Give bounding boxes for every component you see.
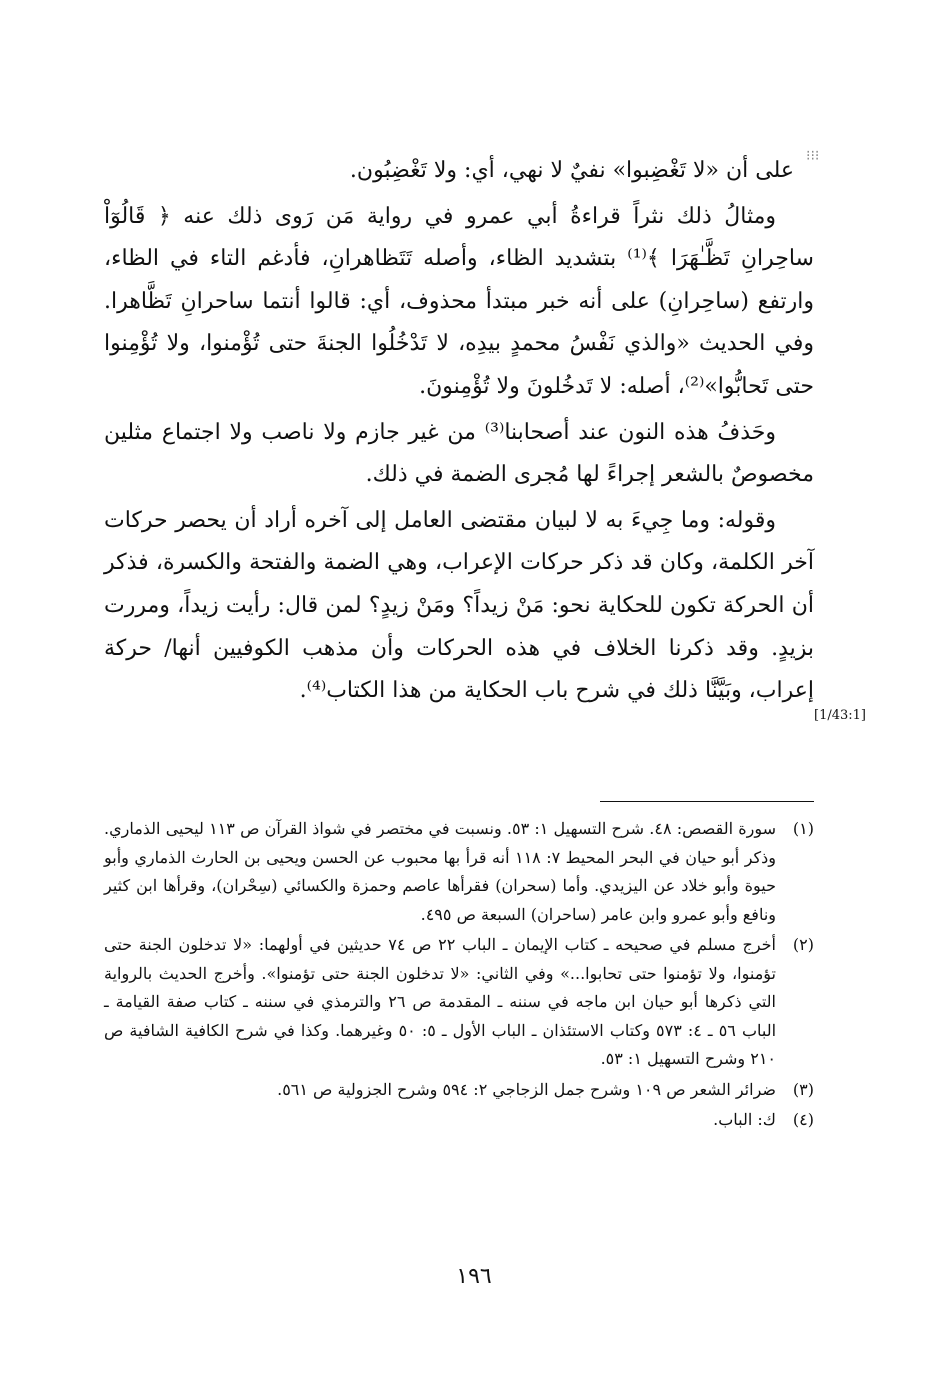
footnote-number: (٢): [792, 935, 814, 954]
footnotes: [104, 815, 814, 1137]
main-text: [104, 150, 814, 713]
footnote-text: أخرج مسلم في صحيحه ـ كتاب الإيمان ـ الباب ٢٢ ص ٧٤ حديثين في أولهما: «لا تدخلون الجنة حتى تؤمنوا، ولا تؤمنوا حتى تحابوا...» وفي الثاني: «لا تدخلون الجنة حتى تؤمنوا». وأخرج الحديث بالرواية التي ذكرها أبو حيان ابن ماجه في سننه ـ المقدمة ص ٢٦ والترمذي في سننه ـ كتاب صفة القيامة ـ الباب ٥٦ ـ ٤: ٥٧٣ وكتاب الاستئذان ـ الباب الأول ـ ٥: ٥٠ وغيرهما. وكذا في شرح الكافية الشافية ص ٢١٠ وشرح التسهيل ١: ٥٣.: [104, 935, 777, 1068]
footnote: [104, 931, 814, 1074]
page-number: ١٩٦: [456, 1264, 492, 1289]
footnote-text: ضرائر الشعر ص ١٠٩ وشرح جمل الزجاجي ٢: ٥٩٤ وشرح الجزولية ص ٥٦١.: [277, 1079, 776, 1099]
paragraph: على أن «لا تَغْضِبوا» نفيٌ لا نهي، أي: ولا تَغْضِبُون.: [349, 158, 794, 183]
footnote-text: ك: الباب.: [713, 1110, 776, 1129]
footnote-divider: [600, 801, 814, 802]
footnote: [104, 1076, 814, 1105]
paragraph: ومثالُ ذلك نثراً قراءةُ أبي عمرو في رواية مَن رَوى ذلك عنه ﴿ قَالُوٓاْ ساحِرانِ تَظَّـٰهَرَا ﴾⁽¹⁾ بتشديد الظاء، وأصله تَتَظاهرانِ، فأدغم التاء في الظاء، وارتفع (ساحِرانِ) على أنه خبر مبتدأ محذوف، أي: قالوا أنتما ساحرانِ تَظَّاهرا. وفي الحديث «والذي نَفْسُ محمدٍ بيدِه، لا تَدْخُلُوا الجنةَ حتى تُؤْمنوا، ولا تُؤْمِنوا حتى تَحابُّوا»⁽²⁾، أصله: لا تَدخُلونَ ولا تُؤْمِنونَ.: [104, 203, 814, 399]
ornament-marker: ⁝⁝⁝: [806, 148, 820, 164]
margin-reference: [1/43:1]: [814, 708, 866, 723]
footnote-number: (١): [792, 819, 814, 838]
footnote-text: سورة القصص: ٤٨. شرح التسهيل ١: ٥٣. ونسبت في مختصر في شواذ القرآن ص ١١٣ ليحيى الذماري. وذكر أبو حيان في البحر المحيط ٧: ١١٨ أنه قرأ بها محبوب عن الحسن ويحيى بن الحارث الذماري وأبو حيوة وأبو خلاد عن اليزيدي. وأما (سحران) فقرأها عاصم وحمزة والكسائي (سِحْران)، وقرأها ابن كثير ونافع وأبو عمرو وابن عامر (ساحران) السبعة ص ٤٩٥.: [104, 819, 776, 924]
footnote-number: (٣): [792, 1079, 814, 1099]
footnote: [104, 1106, 814, 1135]
paragraph: وقوله: وما جِيءَ به لا لبيان مقتضى العامل إلى آخره أراد أن يحصر حركات آخر الكلمة، وكان قد ذكر حركات الإعراب، وهي الضمة والفتحة والكسرة، فذكر أن الحركة تكون للحكاية نحو: مَنْ زيداً؟ ومَنْ زيدٍ؟ لمن قال: رأيت زيداً، ومررت بزيدٍ. وقد ذكرنا الخلاف في هذه الحركات وأن مذهب الكوفيين أنها/ حركة إعراب، وبَيَّنَّا ذلك في شرح باب الحكاية من هذا الكتاب⁽⁴⁾.: [104, 507, 814, 704]
paragraph: وحَذفُ هذه النون عند أصحابنا⁽³⁾ من غير جازم ولا ناصب ولا اجتماع مثلين مخصوصٌ بالشعر إجراءً لها مُجرى الضمة في ذلك.: [104, 419, 814, 488]
footnote-number: (٤): [792, 1110, 814, 1129]
footnote: [104, 815, 814, 929]
